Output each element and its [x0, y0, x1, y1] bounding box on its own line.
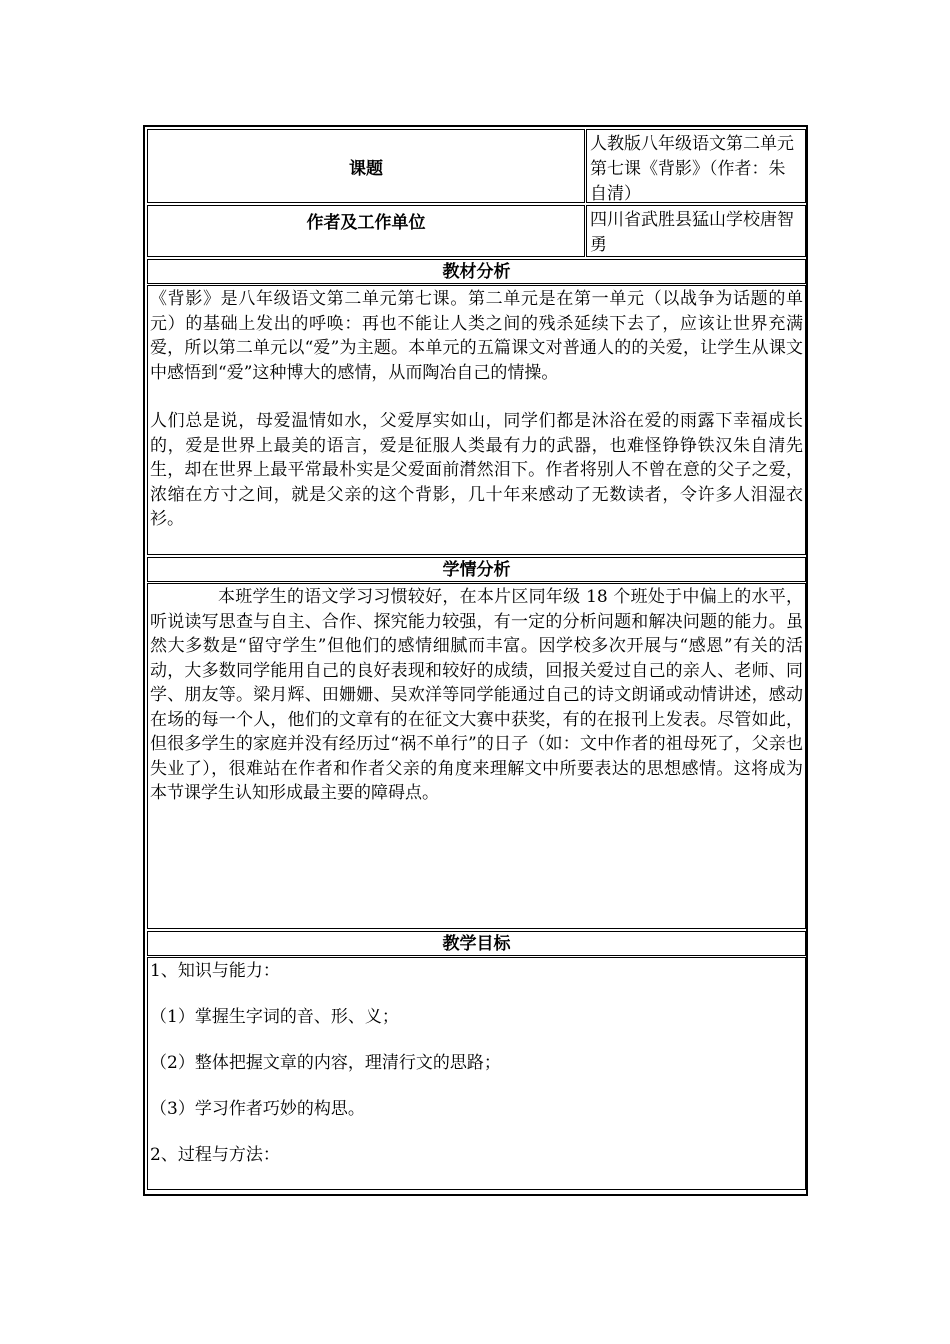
teaching-goals-heading: 教学目标 [147, 931, 806, 956]
textbook-analysis-body [147, 285, 806, 555]
student-analysis-heading: 学情分析 [147, 557, 806, 582]
goal-line: （2）整体把握文章的内容，理清行文的思路； [150, 1053, 501, 1073]
topic-label: 课题 [147, 129, 585, 203]
teaching-goals-body [147, 957, 806, 1190]
textbook-analysis-heading-row [147, 259, 804, 284]
student-analysis-body [147, 583, 806, 929]
goal-line: （3）学习作者巧妙的构思。 [150, 1099, 365, 1119]
textbook-analysis-body-row [147, 285, 804, 555]
topic-value: 人教版八年级语文第二单元第七课《背影》（作者：朱自清） [586, 129, 806, 203]
lesson-plan-table [143, 125, 808, 1196]
textbook-analysis-paragraph-2: 人们总是说，母爱温情如水，父爱厚实如山，同学们都是沐浴在爱的雨露下幸福成长的，爱是世界上最美的语言，爱是征服人类最有力的武器，也难怪铮铮铁汉朱自清先生，却在世界上最平常最朴实是父爱面前潸然泪下。作者将别人不曾在意的父子之爱，浓缩在方寸之间，就是父亲的这个背影，几十年来感动了无数读者，令许多人泪湿衣衫。 [150, 411, 803, 529]
author-value: 四川省武胜县猛山学校唐智勇 [586, 205, 806, 257]
teaching-goals-heading-row [147, 931, 804, 956]
author-label: 作者及工作单位 [147, 205, 585, 257]
topic-row [147, 129, 804, 203]
textbook-analysis-heading: 教材分析 [147, 259, 806, 284]
textbook-analysis-paragraph-1: 《背影》是八年级语文第二单元第七课。第二单元是在第一单元（以战争为话题的单元）的基础上发出的呼唤：再也不能让人类之间的残杀延续下去了，应该让世界充满爱，所以第二单元以“爱”为主题。本单元的五篇课文对普通人的的关爱，让学生从课文中感悟到“爱”这种博大的感情，从而陶冶自己的情操。 [150, 289, 803, 383]
student-analysis-heading-row [147, 557, 804, 582]
goal-line: 2、过程与方法： [150, 1145, 280, 1165]
goal-line: 1、知识与能力： [150, 961, 280, 981]
teaching-goals-body-row [147, 957, 804, 1190]
student-analysis-paragraph: 本班学生的语文学习习惯较好，在本片区同年级 18 个班处于中偏上的水平，听说读写思查与自主、合作、探究能力较强，有一定的分析问题和解决问题的能力。虽然大多数是“留守学生”但他们的感情细腻而丰富。因学校多次开展与“感恩”有关的活动，大多数同学能用自己的良好表现和较好的成绩，回报关爱过自己的亲人、老师、同学、朋友等。梁月辉、田姗姗、吴欢洋等同学能通过自己的诗文朗诵或动情讲述，感动在场的每一个人，他们的文章有的在征文大赛中获奖，有的在报刊上发表。尽管如此，但很多学生的家庭并没有经历过“祸不单行”的日子（如：文中作者的祖母死了，父亲也失业了），很难站在作者和作者父亲的角度来理解文中所要表达的思想感情。这将成为本节课学生认知形成最主要的障碍点。 [150, 587, 803, 803]
goal-line: （1）掌握生字词的音、形、义； [150, 1007, 399, 1027]
author-row [147, 205, 804, 257]
student-analysis-body-row [147, 583, 804, 929]
